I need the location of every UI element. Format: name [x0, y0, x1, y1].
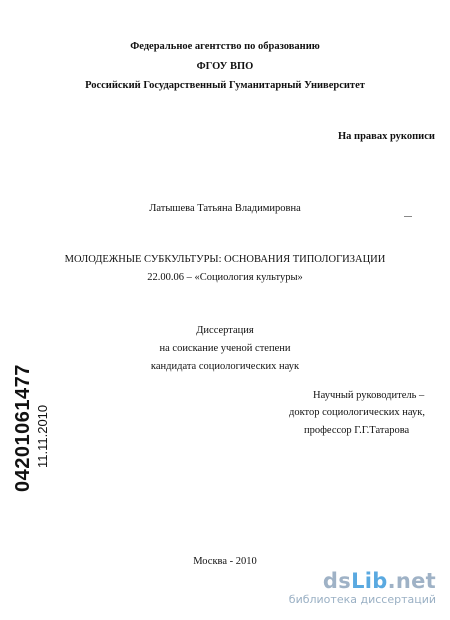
specialty-code: 22.00.06 – «Социология культуры» [147, 272, 303, 283]
university-name: Российский Государственный Гуманитарный Университет [85, 80, 365, 91]
degree-level: кандидата социологических наук [150, 361, 300, 372]
degree-type: Диссертация [196, 325, 254, 336]
institution-short: ФГОУ ВПО [196, 61, 254, 72]
manuscript-note: На правах рукописи [338, 131, 435, 142]
library-stamp-number: 04201061477 [12, 364, 34, 492]
agency-name: Федеральное агентство по образованию [130, 41, 320, 52]
degree-purpose: на соискание ученой степени [159, 343, 291, 354]
library-stamp-date: 11.11.2010 [35, 404, 50, 468]
supervisor-degree: доктор социологических наук, [289, 407, 425, 418]
supervisor-name: профессор Г.Г.Татарова [304, 425, 410, 436]
dslib-subtitle: библиотека диссертаций [288, 593, 436, 606]
author-name: Латышева Татьяна Владимировна [149, 203, 301, 214]
dissertation-title: МОЛОДЕЖНЫЕ СУБКУЛЬТУРЫ: ОСНОВАНИЯ ТИПОЛОГИЗАЦИИ [64, 254, 386, 265]
supervisor-role: Научный руководитель – [313, 390, 425, 401]
scan-mark [404, 216, 412, 217]
city-year: Москва - 2010 [193, 556, 257, 567]
dslib-watermark [289, 569, 436, 606]
dslib-logo: dsLib.net [322, 569, 436, 593]
